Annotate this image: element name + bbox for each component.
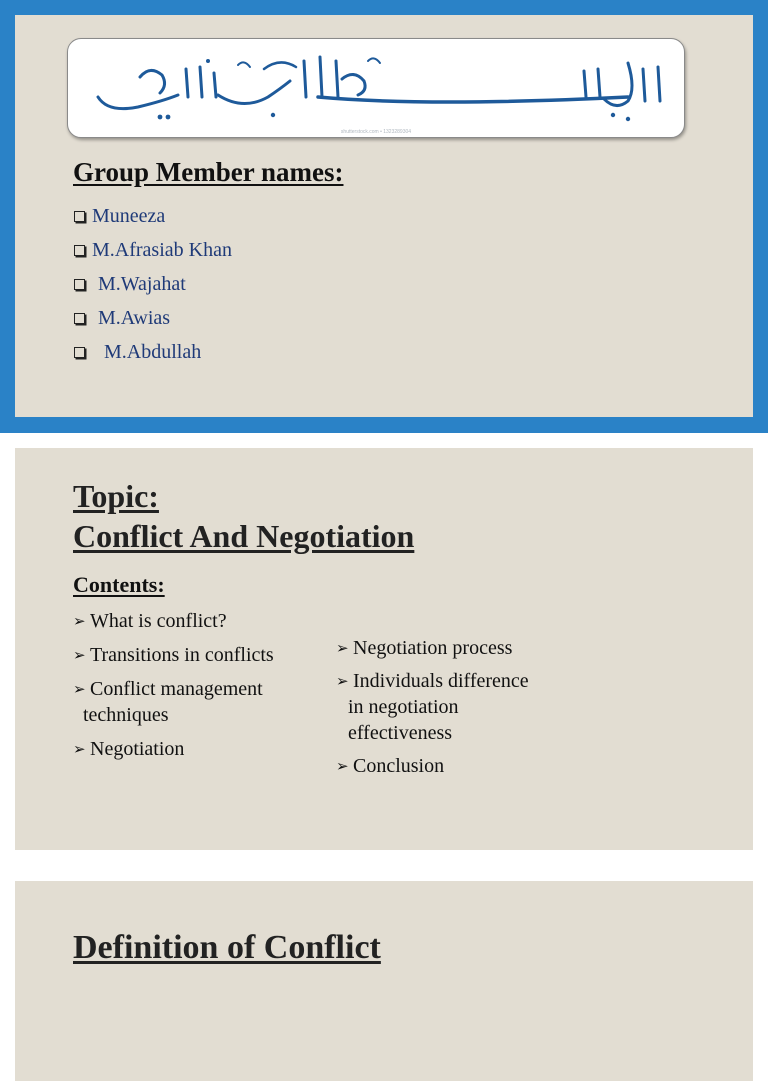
arrow-bullet-icon: ➢	[73, 680, 86, 698]
topic-name: Conflict And Negotiation	[73, 518, 415, 554]
list-item	[74, 335, 232, 369]
bismillah-text: بسم الله الرحمن الرحيم	[376, 101, 386, 102]
list-item	[73, 676, 333, 728]
arrow-bullet-icon: ➢	[73, 646, 86, 664]
checkbox-bullet-icon	[74, 211, 85, 222]
contents-item-text: Conclusion	[353, 755, 445, 777]
list-item	[74, 233, 232, 267]
arrow-bullet-icon: ➢	[336, 672, 349, 690]
contents-item-continuation: effectiveness	[348, 722, 453, 744]
list-item	[336, 635, 576, 661]
arrow-bullet-icon: ➢	[336, 757, 349, 775]
banner-credit: shutterstock.com • 1323289304	[340, 129, 412, 135]
list-item	[73, 736, 333, 762]
contents-item-continuation: in negotiation	[348, 696, 459, 718]
list-item	[73, 608, 333, 634]
members-list	[74, 199, 232, 369]
list-item	[336, 753, 576, 779]
list-item	[73, 642, 333, 668]
arrow-bullet-icon: ➢	[73, 612, 86, 630]
topic-label: Topic:	[73, 478, 159, 514]
topic-title	[73, 476, 414, 556]
member-name: M.Wajahat	[98, 272, 186, 295]
bismillah-calligraphy	[68, 39, 684, 137]
arrow-bullet-icon: ➢	[336, 639, 349, 657]
slide-3	[15, 881, 753, 1081]
contents-item-text: Individuals difference	[353, 670, 529, 692]
member-name: M.Afrasiab Khan	[92, 238, 232, 261]
checkbox-bullet-icon	[74, 347, 85, 358]
slide-1	[15, 15, 753, 417]
bismillah-banner	[67, 38, 685, 138]
contents-item-text: What is conflict?	[90, 610, 227, 632]
list-item	[74, 199, 232, 233]
contents-item-text: Negotiation	[90, 738, 185, 760]
checkbox-bullet-icon	[74, 245, 85, 256]
checkbox-bullet-icon	[74, 279, 85, 290]
contents-heading: Contents:	[73, 572, 165, 597]
contents-item-continuation: techniques	[83, 704, 169, 726]
list-item	[74, 301, 232, 335]
checkbox-bullet-icon	[74, 313, 85, 324]
list-item	[336, 668, 576, 746]
contents-item-text: Conflict management	[90, 678, 263, 700]
member-name: M.Abdullah	[104, 340, 202, 363]
arrow-bullet-icon: ➢	[73, 740, 86, 758]
contents-item-text: Transitions in conflicts	[90, 644, 274, 666]
list-item	[74, 267, 232, 301]
slide-2	[15, 448, 753, 850]
definition-heading: Definition of Conflict	[73, 929, 381, 966]
group-members-heading: Group Member names:	[73, 157, 344, 187]
contents-list-left	[73, 608, 333, 770]
contents-item-text: Negotiation process	[353, 637, 513, 659]
contents-list-right	[336, 635, 576, 786]
member-name: M.Awias	[98, 306, 171, 329]
member-name: Muneeza	[92, 204, 166, 227]
